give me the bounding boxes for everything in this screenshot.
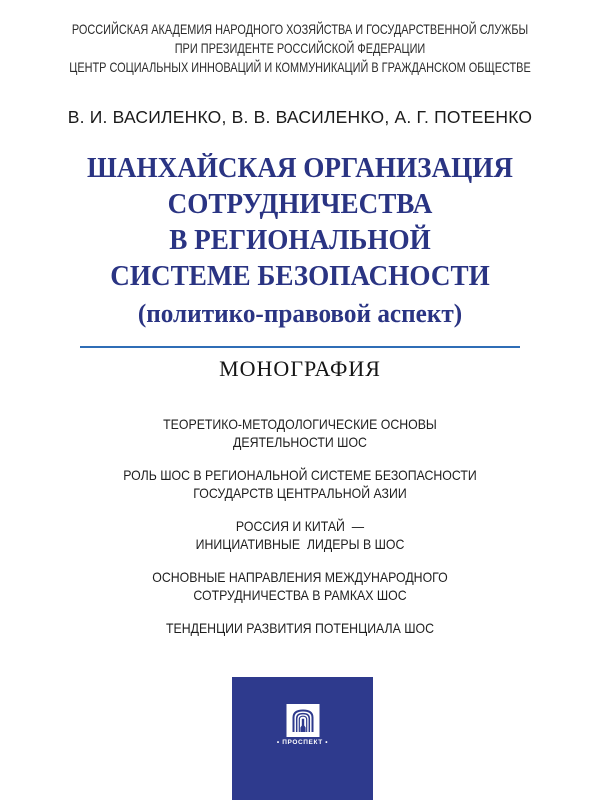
topic-item [36,517,564,553]
divider-rule [80,346,520,348]
title-line-1: ШАНХАЙСКАЯ ОРГАНИЗАЦИЯ [87,153,513,184]
topic-item [36,619,564,637]
institution-line-3: ЦЕНТР СОЦИАЛЬНЫХ ИННОВАЦИЙ И КОММУНИКАЦИЙ В ГРАЖДАНСКОМ ОБЩЕСТВЕ [69,59,531,75]
topic-line: РОЛЬ ШОС В РЕГИОНАЛЬНОЙ СИСТЕМЕ БЕЗОПАСНОСТИ [123,467,477,483]
topic-line: ГОСУДАРСТВ ЦЕНТРАЛЬНОЙ АЗИИ [193,485,407,501]
topic-line: ИНИЦИАТИВНЫЕ ЛИДЕРЫ В ШОС [195,536,405,552]
topics-list [36,415,564,637]
topic-line: ТЕНДЕНЦИИ РАЗВИТИЯ ПОТЕНЦИАЛА ШОС [165,620,435,636]
title-subtitle: (политико-правовой аспект) [137,299,463,328]
institution-line-1: РОССИЙСКАЯ АКАДЕМИЯ НАРОДНОГО ХОЗЯЙСТВА И ГОСУДАРСТВЕННОЙ СЛУЖБЫ [71,21,529,37]
topic-item [36,466,564,502]
topic-line: ОСНОВНЫЕ НАПРАВЛЕНИЯ МЕЖДУНАРОДНОГО [152,569,448,585]
title-line-3: В РЕГИОНАЛЬНОЙ [169,225,431,256]
topic-line: РОССИЯ И КИТАЙ — [235,518,365,534]
publisher-logo-block [232,677,373,800]
institution-block [66,20,534,77]
genre-label: МОНОГРАФИЯ [219,356,381,381]
institution-line-2: ПРИ ПРЕЗИДЕНТЕ РОССИЙСКОЙ ФЕДЕРАЦИИ [174,40,426,56]
title-line-4: СИСТЕМЕ БЕЗОПАСНОСТИ [110,261,490,292]
topic-line: ДЕЯТЕЛЬНОСТИ ШОС [233,434,367,450]
topic-item [36,568,564,604]
publisher-name-label: • ПРОСПЕКТ • [276,739,329,746]
prospekt-arch-logo-icon [286,704,319,737]
title-line-2: СОТРУДНИЧЕСТВА [167,189,433,220]
topic-line: СОТРУДНИЧЕСТВА В РАМКАХ ШОС [193,587,407,603]
topic-item [36,415,564,451]
authors-line: В. И. ВАСИЛЕНКО, В. В. ВАСИЛЕНКО, А. Г. ПОТЕЕНКО [67,107,533,127]
book-title [9,151,591,332]
topic-line: ТЕОРЕТИКО-МЕТОДОЛОГИЧЕСКИЕ ОСНОВЫ [163,416,437,432]
